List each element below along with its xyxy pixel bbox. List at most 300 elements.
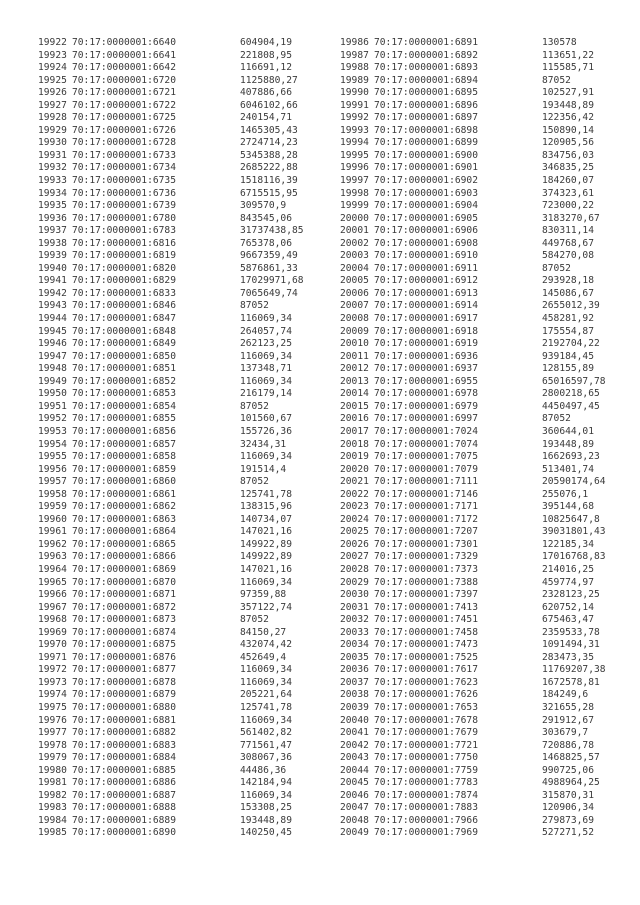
left-column — [38, 37, 304, 840]
row-number: 20003 — [340, 250, 369, 262]
list-item — [340, 539, 606, 552]
cadastral-value: 7065649,74 — [240, 287, 298, 299]
cadastral-value: 293928,18 — [542, 275, 594, 287]
cadastral-number: 70:17:0000001:6735 — [72, 175, 176, 187]
row-number: 20048 — [340, 814, 369, 826]
cadastral-number: 70:17:0000001:6892 — [374, 49, 478, 61]
cadastral-value: 723000,22 — [542, 200, 594, 212]
list-item — [38, 388, 304, 401]
list-item — [340, 627, 606, 640]
cadastral-value: 2800218,65 — [542, 388, 600, 400]
row-number: 20042 — [340, 739, 369, 751]
cadastral-value: 175554,87 — [542, 325, 594, 337]
cadastral-value: 675463,47 — [542, 614, 594, 626]
cadastral-value: 449768,67 — [542, 237, 594, 249]
row-number: 19974 — [38, 689, 67, 701]
cadastral-number: 70:17:0000001:7679 — [374, 727, 478, 739]
cadastral-value: 6715515,95 — [240, 187, 298, 199]
list-item — [38, 37, 304, 50]
list-item — [38, 326, 304, 339]
cadastral-number: 70:17:0000001:6858 — [72, 451, 176, 463]
list-item — [340, 451, 606, 464]
row-number: 19966 — [38, 589, 67, 601]
cadastral-value: 765378,06 — [240, 237, 292, 249]
cadastral-number: 70:17:0000001:7413 — [374, 601, 478, 613]
cadastral-value: 395144,68 — [542, 501, 594, 513]
cadastral-number: 70:17:0000001:6847 — [72, 313, 176, 325]
cadastral-number: 70:17:0000001:6871 — [72, 589, 176, 601]
cadastral-value: 2685222,88 — [240, 162, 298, 174]
list-item — [340, 225, 606, 238]
list-item — [340, 577, 606, 590]
cadastral-value: 116069,34 — [240, 789, 292, 801]
row-number: 20037 — [340, 676, 369, 688]
cadastral-value: 291912,67 — [542, 714, 594, 726]
row-number: 19996 — [340, 162, 369, 174]
list-item — [340, 476, 606, 489]
row-number: 20034 — [340, 639, 369, 651]
row-number: 20027 — [340, 551, 369, 563]
row-number: 20021 — [340, 476, 369, 488]
row-number: 19973 — [38, 676, 67, 688]
row-number: 19998 — [340, 187, 369, 199]
row-number: 19989 — [340, 74, 369, 86]
row-number: 19925 — [38, 74, 67, 86]
cadastral-value: 604904,19 — [240, 37, 292, 48]
list-item — [340, 501, 606, 514]
list-item — [340, 702, 606, 715]
row-number: 19951 — [38, 400, 67, 412]
cadastral-number: 70:17:0000001:6896 — [374, 99, 478, 111]
cadastral-value: 184260,07 — [542, 175, 594, 187]
cadastral-number: 70:17:0000001:6855 — [72, 413, 176, 425]
cadastral-number: 70:17:0000001:6846 — [72, 300, 176, 312]
cadastral-number: 70:17:0000001:7623 — [374, 676, 478, 688]
cadastral-value: 720886,78 — [542, 739, 594, 751]
cadastral-number: 70:17:0000001:6861 — [72, 488, 176, 500]
cadastral-value: 116069,34 — [240, 664, 292, 676]
cadastral-value: 5345388,28 — [240, 149, 298, 161]
list-item — [340, 250, 606, 263]
list-item — [38, 75, 304, 88]
cadastral-value: 513401,74 — [542, 463, 594, 475]
cadastral-value: 279873,69 — [542, 814, 594, 826]
list-item — [38, 150, 304, 163]
row-number: 19988 — [340, 62, 369, 74]
list-item — [38, 715, 304, 728]
row-number: 20010 — [340, 338, 369, 350]
row-number: 19950 — [38, 388, 67, 400]
cadastral-value: 116069,34 — [240, 313, 292, 325]
cadastral-value: 374323,61 — [542, 187, 594, 199]
list-item — [340, 87, 606, 100]
list-item — [38, 740, 304, 753]
cadastral-number: 70:17:0000001:6979 — [374, 400, 478, 412]
list-item — [340, 112, 606, 125]
row-number: 19946 — [38, 338, 67, 350]
row-number: 19999 — [340, 200, 369, 212]
list-item — [38, 702, 304, 715]
list-item — [340, 489, 606, 502]
list-item — [38, 413, 304, 426]
cadastral-number: 70:17:0000001:6721 — [72, 87, 176, 99]
row-number: 20030 — [340, 589, 369, 601]
list-item — [340, 639, 606, 652]
row-number: 19959 — [38, 501, 67, 513]
list-item — [340, 338, 606, 351]
cadastral-number: 70:17:0000001:6895 — [374, 87, 478, 99]
list-item — [38, 100, 304, 113]
list-item — [340, 376, 606, 389]
cadastral-value: 205221,64 — [240, 689, 292, 701]
cadastral-value: 87052 — [542, 413, 571, 425]
cadastral-number: 70:17:0000001:6886 — [72, 777, 176, 789]
cadastral-value: 2724714,23 — [240, 137, 298, 149]
row-number: 19975 — [38, 701, 67, 713]
cadastral-value: 432074,42 — [240, 639, 292, 651]
cadastral-number: 70:17:0000001:6917 — [374, 313, 478, 325]
row-number: 19979 — [38, 752, 67, 764]
cadastral-number: 70:17:0000001:6833 — [72, 287, 176, 299]
cadastral-number: 70:17:0000001:7207 — [374, 526, 478, 538]
list-item — [340, 514, 606, 527]
row-number: 19940 — [38, 262, 67, 274]
cadastral-number: 70:17:0000001:6906 — [374, 225, 478, 237]
row-number: 19995 — [340, 149, 369, 161]
list-item — [340, 740, 606, 753]
cadastral-number: 70:17:0000001:6736 — [72, 187, 176, 199]
cadastral-value: 214016,25 — [542, 563, 594, 575]
list-item — [38, 351, 304, 364]
row-number: 19972 — [38, 664, 67, 676]
cadastral-value: 1468825,57 — [542, 752, 600, 764]
list-item — [340, 388, 606, 401]
row-number: 19944 — [38, 313, 67, 325]
row-number: 20025 — [340, 526, 369, 538]
row-number: 20024 — [340, 513, 369, 525]
row-number: 19931 — [38, 149, 67, 161]
cadastral-value: 939184,45 — [542, 350, 594, 362]
cadastral-number: 70:17:0000001:7883 — [374, 802, 478, 814]
cadastral-number: 70:17:0000001:7111 — [374, 476, 478, 488]
cadastral-number: 70:17:0000001:6891 — [374, 37, 478, 48]
list-item — [38, 213, 304, 226]
row-number: 20000 — [340, 212, 369, 224]
cadastral-number: 70:17:0000001:6820 — [72, 262, 176, 274]
cadastral-number: 70:17:0000001:6913 — [374, 287, 478, 299]
row-number: 19935 — [38, 200, 67, 212]
cadastral-number: 70:17:0000001:6888 — [72, 802, 176, 814]
cadastral-number: 70:17:0000001:6918 — [374, 325, 478, 337]
cadastral-value: 459774,97 — [542, 576, 594, 588]
cadastral-number: 70:17:0000001:7458 — [374, 626, 478, 638]
cadastral-number: 70:17:0000001:7397 — [374, 589, 478, 601]
cadastral-value: 150890,14 — [542, 124, 594, 136]
cadastral-value: 17016768,83 — [542, 551, 606, 563]
cadastral-number: 70:17:0000001:7146 — [374, 488, 478, 500]
cadastral-value: 264057,74 — [240, 325, 292, 337]
row-number: 20029 — [340, 576, 369, 588]
cadastral-number: 70:17:0000001:6860 — [72, 476, 176, 488]
cadastral-number: 70:17:0000001:6641 — [72, 49, 176, 61]
list-item — [38, 802, 304, 815]
row-number: 19965 — [38, 576, 67, 588]
row-number: 19924 — [38, 62, 67, 74]
row-number: 20018 — [340, 438, 369, 450]
row-number: 19983 — [38, 802, 67, 814]
list-item — [38, 50, 304, 63]
cadastral-number: 70:17:0000001:7721 — [374, 739, 478, 751]
list-item — [340, 50, 606, 63]
row-number: 19942 — [38, 287, 67, 299]
cadastral-number: 70:17:0000001:6897 — [374, 112, 478, 124]
list-item — [38, 752, 304, 765]
cadastral-value: 1091494,31 — [542, 639, 600, 651]
cadastral-number: 70:17:0000001:7783 — [374, 777, 478, 789]
list-item — [38, 439, 304, 452]
cadastral-number: 70:17:0000001:6936 — [374, 350, 478, 362]
list-item — [38, 188, 304, 201]
list-item — [340, 75, 606, 88]
row-number: 19987 — [340, 49, 369, 61]
row-number: 20036 — [340, 664, 369, 676]
cadastral-value: 990725,06 — [542, 764, 594, 776]
row-number: 19955 — [38, 451, 67, 463]
row-number: 20039 — [340, 701, 369, 713]
cadastral-number: 70:17:0000001:6739 — [72, 200, 176, 212]
cadastral-number: 70:17:0000001:7301 — [374, 538, 478, 550]
cadastral-number: 70:17:0000001:6869 — [72, 563, 176, 575]
cadastral-number: 70:17:0000001:6955 — [374, 375, 478, 387]
cadastral-number: 70:17:0000001:6911 — [374, 262, 478, 274]
row-number: 19994 — [340, 137, 369, 149]
cadastral-value: 346835,25 — [542, 162, 594, 174]
cadastral-number: 70:17:0000001:6881 — [72, 714, 176, 726]
row-number: 20014 — [340, 388, 369, 400]
row-number: 19923 — [38, 49, 67, 61]
cadastral-value: 65016597,78 — [542, 375, 606, 387]
cadastral-number: 70:17:0000001:6937 — [374, 363, 478, 375]
row-number: 20049 — [340, 827, 369, 839]
list-item — [340, 564, 606, 577]
row-number: 20038 — [340, 689, 369, 701]
list-item — [340, 200, 606, 213]
row-number: 20032 — [340, 614, 369, 626]
list-item — [340, 351, 606, 364]
row-number: 20007 — [340, 300, 369, 312]
cadastral-number: 70:17:0000001:6865 — [72, 538, 176, 550]
list-item — [38, 338, 304, 351]
row-number: 19961 — [38, 526, 67, 538]
cadastral-number: 70:17:0000001:6642 — [72, 62, 176, 74]
cadastral-number: 70:17:0000001:6914 — [374, 300, 478, 312]
list-item — [38, 288, 304, 301]
cadastral-number: 70:17:0000001:6640 — [72, 37, 176, 48]
cadastral-value: 262123,25 — [240, 338, 292, 350]
cadastral-value: 11769207,38 — [542, 664, 606, 676]
list-item — [38, 564, 304, 577]
cadastral-number: 70:17:0000001:6882 — [72, 727, 176, 739]
cadastral-value: 128155,89 — [542, 363, 594, 375]
cadastral-value: 87052 — [240, 476, 269, 488]
row-number: 19939 — [38, 250, 67, 262]
list-item — [38, 62, 304, 75]
cadastral-number: 70:17:0000001:7172 — [374, 513, 478, 525]
list-item — [340, 589, 606, 602]
list-item — [340, 175, 606, 188]
cadastral-number: 70:17:0000001:6910 — [374, 250, 478, 262]
list-item — [38, 790, 304, 803]
cadastral-value: 39031801,43 — [542, 526, 606, 538]
cadastral-value: 452649,4 — [240, 651, 287, 663]
cadastral-value: 102527,91 — [542, 87, 594, 99]
cadastral-number: 70:17:0000001:6854 — [72, 400, 176, 412]
list-item — [38, 275, 304, 288]
row-number: 20005 — [340, 275, 369, 287]
row-number: 19968 — [38, 614, 67, 626]
row-number: 19930 — [38, 137, 67, 149]
list-item — [38, 363, 304, 376]
cadastral-value: 216179,14 — [240, 388, 292, 400]
list-item — [340, 401, 606, 414]
cadastral-number: 70:17:0000001:6734 — [72, 162, 176, 174]
cadastral-value: 1672578,81 — [542, 676, 600, 688]
cadastral-number: 70:17:0000001:6848 — [72, 325, 176, 337]
row-number: 19928 — [38, 112, 67, 124]
list-item — [340, 413, 606, 426]
cadastral-value: 140250,45 — [240, 827, 292, 839]
cadastral-number: 70:17:0000001:6852 — [72, 375, 176, 387]
row-number: 20019 — [340, 451, 369, 463]
row-number: 19947 — [38, 350, 67, 362]
list-item — [38, 539, 304, 552]
cadastral-value: 32434,31 — [240, 438, 287, 450]
cadastral-value: 145086,67 — [542, 287, 594, 299]
cadastral-number: 70:17:0000001:6725 — [72, 112, 176, 124]
list-item — [340, 150, 606, 163]
cadastral-value: 309570,9 — [240, 200, 287, 212]
cadastral-value: 1662693,23 — [542, 451, 600, 463]
cadastral-value: 561402,82 — [240, 727, 292, 739]
list-item — [340, 275, 606, 288]
row-number: 20004 — [340, 262, 369, 274]
row-number: 19970 — [38, 639, 67, 651]
cadastral-number: 70:17:0000001:6903 — [374, 187, 478, 199]
cadastral-number: 70:17:0000001:6876 — [72, 651, 176, 663]
cadastral-number: 70:17:0000001:7750 — [374, 752, 478, 764]
list-item — [340, 313, 606, 326]
cadastral-value: 221808,95 — [240, 49, 292, 61]
cadastral-value: 116069,34 — [240, 375, 292, 387]
row-number: 20035 — [340, 651, 369, 663]
cadastral-value: 9667359,49 — [240, 250, 298, 262]
row-number: 19967 — [38, 601, 67, 613]
cadastral-number: 70:17:0000001:6862 — [72, 501, 176, 513]
cadastral-number: 70:17:0000001:7473 — [374, 639, 478, 651]
row-number: 19990 — [340, 87, 369, 99]
cadastral-value: 6046102,66 — [240, 99, 298, 111]
cadastral-number: 70:17:0000001:6850 — [72, 350, 176, 362]
cadastral-number: 70:17:0000001:7171 — [374, 501, 478, 513]
row-number: 19926 — [38, 87, 67, 99]
row-number: 20020 — [340, 463, 369, 475]
list-item — [340, 125, 606, 138]
row-number: 19977 — [38, 727, 67, 739]
cadastral-number: 70:17:0000001:6875 — [72, 639, 176, 651]
cadastral-value: 303679,7 — [542, 727, 589, 739]
list-item — [340, 162, 606, 175]
cadastral-number: 70:17:0000001:7678 — [374, 714, 478, 726]
list-item — [38, 727, 304, 740]
cadastral-number: 70:17:0000001:6864 — [72, 526, 176, 538]
row-number: 19964 — [38, 563, 67, 575]
list-item — [340, 602, 606, 615]
list-item — [38, 401, 304, 414]
list-item — [38, 87, 304, 100]
row-number: 19957 — [38, 476, 67, 488]
list-item — [38, 602, 304, 615]
cadastral-number: 70:17:0000001:6872 — [72, 601, 176, 613]
cadastral-number: 70:17:0000001:6726 — [72, 124, 176, 136]
cadastral-value: 142184,94 — [240, 777, 292, 789]
cadastral-value: 147021,16 — [240, 526, 292, 538]
cadastral-value: 357122,74 — [240, 601, 292, 613]
cadastral-value: 240154,71 — [240, 112, 292, 124]
list-item — [38, 815, 304, 828]
list-item — [340, 213, 606, 226]
cadastral-value: 407886,66 — [240, 87, 292, 99]
row-number: 20031 — [340, 601, 369, 613]
cadastral-number: 70:17:0000001:6851 — [72, 363, 176, 375]
cadastral-value: 193448,89 — [240, 814, 292, 826]
row-number: 19952 — [38, 413, 67, 425]
list-item — [38, 765, 304, 778]
row-number: 19984 — [38, 814, 67, 826]
cadastral-value: 360644,01 — [542, 425, 594, 437]
cadastral-value: 17029971,68 — [240, 275, 304, 287]
cadastral-value: 4988964,25 — [542, 777, 600, 789]
row-number: 19986 — [340, 37, 369, 48]
cadastral-value: 315870,31 — [542, 789, 594, 801]
list-item — [38, 125, 304, 138]
row-number: 20044 — [340, 764, 369, 776]
cadastral-value: 84150,27 — [240, 626, 287, 638]
cadastral-number: 70:17:0000001:6919 — [374, 338, 478, 350]
cadastral-number: 70:17:0000001:6819 — [72, 250, 176, 262]
row-number: 20041 — [340, 727, 369, 739]
row-number: 19993 — [340, 124, 369, 136]
list-item — [38, 639, 304, 652]
list-item — [38, 664, 304, 677]
list-item — [340, 426, 606, 439]
row-number: 19927 — [38, 99, 67, 111]
cadastral-value: 1518116,39 — [240, 175, 298, 187]
cadastral-number: 70:17:0000001:7969 — [374, 827, 478, 839]
list-item — [340, 827, 606, 840]
list-item — [340, 300, 606, 313]
cadastral-number: 70:17:0000001:6877 — [72, 664, 176, 676]
row-number: 19969 — [38, 626, 67, 638]
cadastral-value: 122356,42 — [542, 112, 594, 124]
row-number: 19929 — [38, 124, 67, 136]
list-item — [340, 727, 606, 740]
row-number: 20040 — [340, 714, 369, 726]
cadastral-number: 70:17:0000001:6997 — [374, 413, 478, 425]
cadastral-value: 4450497,45 — [542, 400, 600, 412]
cadastral-number: 70:17:0000001:6883 — [72, 739, 176, 751]
cadastral-number: 70:17:0000001:6857 — [72, 438, 176, 450]
cadastral-value: 120906,34 — [542, 802, 594, 814]
